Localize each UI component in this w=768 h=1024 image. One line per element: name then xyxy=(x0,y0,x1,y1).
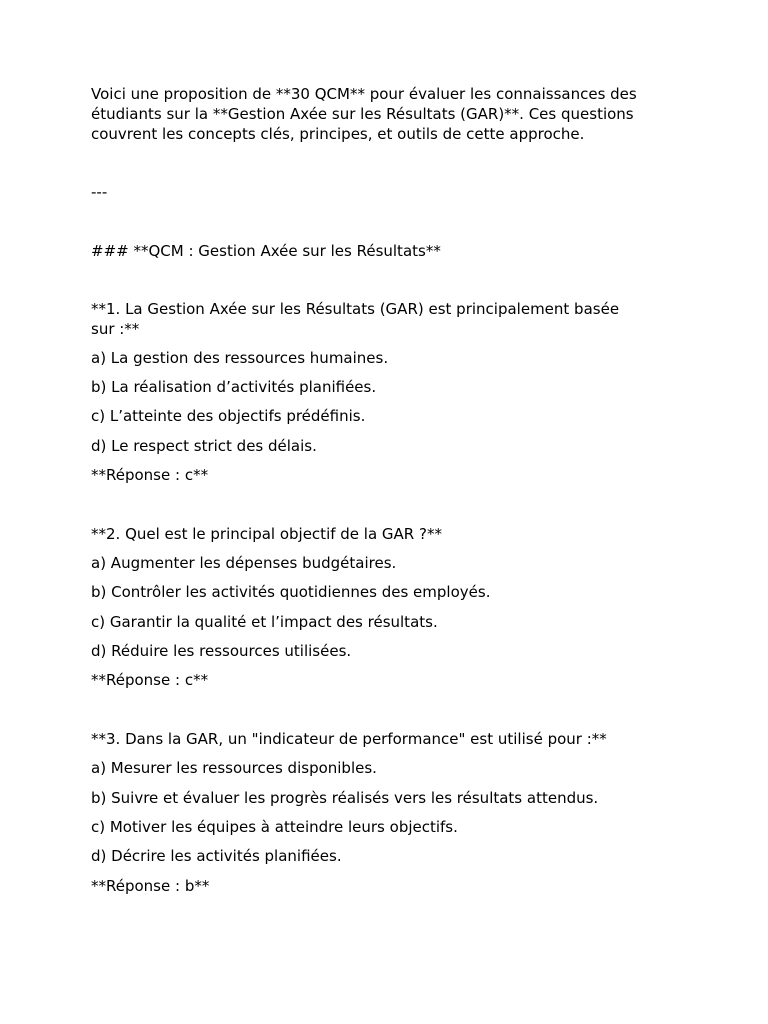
answer-option: c) Garantir la qualité et l’impact des résultats. xyxy=(91,613,438,631)
answer-key: **Réponse : c** xyxy=(91,671,209,689)
answer-option: d) Réduire les ressources utilisées. xyxy=(91,642,352,660)
answer-option: b) Contrôler les activités quotidiennes des employés. xyxy=(91,583,491,601)
answer-option: d) Décrire les activités planifiées. xyxy=(91,847,342,865)
answer-option: a) Mesurer les ressources disponibles. xyxy=(91,759,377,777)
answer-option: c) Motiver les équipes à atteindre leurs objectifs. xyxy=(91,818,458,836)
intro-line: Voici une proposition de **30 QCM** pour évaluer les connaissances des xyxy=(91,85,637,103)
answer-key: **Réponse : b** xyxy=(91,877,210,895)
question-text: sur :** xyxy=(91,320,140,338)
answer-option: a) La gestion des ressources humaines. xyxy=(91,349,389,367)
intro-paragraph xyxy=(91,84,691,144)
answer-key: **Réponse : c** xyxy=(91,466,209,484)
intro-line: couvrent les concepts clés, principes, et outils de cette approche. xyxy=(91,125,585,143)
separator: --- xyxy=(91,183,108,201)
answer-option: a) Augmenter les dépenses budgétaires. xyxy=(91,554,397,572)
intro-line: étudiants sur la **Gestion Axée sur les Résultats (GAR)**. Ces questions xyxy=(91,105,634,123)
answer-option: c) L’atteinte des objectifs prédéfinis. xyxy=(91,407,366,425)
answer-option: d) Le respect strict des délais. xyxy=(91,437,317,455)
section-heading: ### **QCM : Gestion Axée sur les Résultats** xyxy=(91,242,441,260)
answer-option: b) La réalisation d’activités planifiées. xyxy=(91,378,377,396)
question-text: **1. La Gestion Axée sur les Résultats (GAR) est principalement basée xyxy=(91,300,620,318)
answer-option: b) Suivre et évaluer les progrès réalisés vers les résultats attendus. xyxy=(91,789,599,807)
question-text: **3. Dans la GAR, un "indicateur de performance" est utilisé pour :** xyxy=(91,730,607,748)
question-text: **2. Quel est le principal objectif de la GAR ?** xyxy=(91,525,442,543)
